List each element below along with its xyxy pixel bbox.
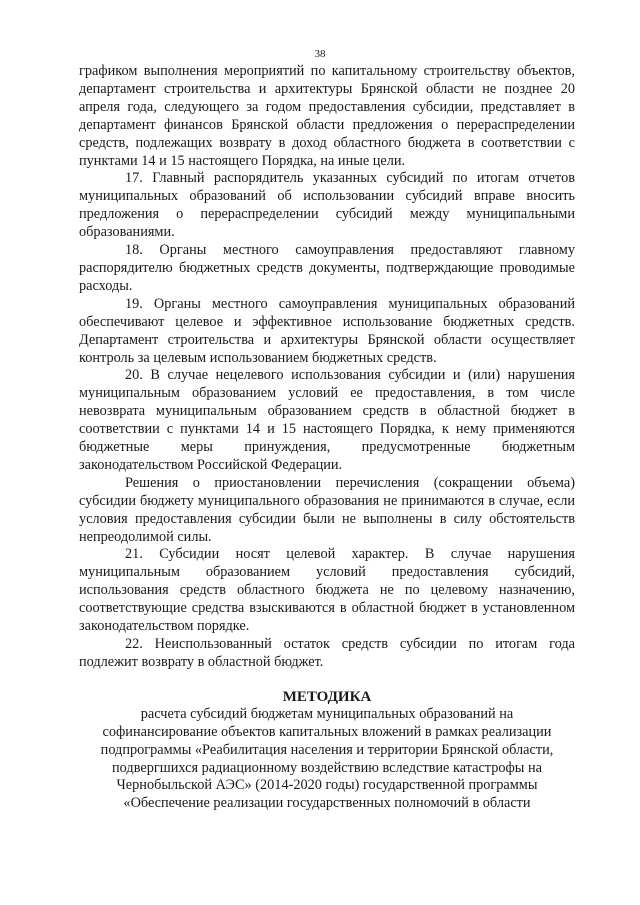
paragraph-19: 19. Органы местного самоуправления муниципальных образований обеспечивают целевое и эффективное использование бюджетных средств. Департамент строительства и архитектуры Брянской области осуществляет контроль за целевым использованием бюджетных средств. [79,295,575,366]
subheading-line: софинансирование объектов капитальных вложений в рамках реализации [102,723,552,740]
page-number: 38 [314,48,326,60]
paragraph-continuation: графиком выполнения мероприятий по капитальному строительству объектов, департамент строительства и архитектуры Брянской области не позднее 20 апреля года, следующего за годом предоставления субсидии, представляет в департамент финансов Брянской области предложения о перераспределении средств, подлежащих возврату в доход областного бюджета в соответствии с пунктами 14 и 15 настоящего Порядка, на иные цели. [79,63,575,169]
paragraph-20: 20. В случае нецелевого использования субсидии и (или) нарушения муниципальным образованием условий ее предоставления, в том числе невозврата муниципальным образованием средств в областной бюджет в соответствии с пунктами 14 и 15 настоящего Порядка, к нему применяются бюджетные меры принуждения, предусмотренные бюджетным законодательством Российской Федерации. [79,367,575,473]
subheading-line: Чернобыльской АЭС» (2014-2020 годы) государственной программы [116,777,538,794]
methodology-subheading [79,706,575,813]
paragraph-17: 17. Главный распорядитель указанных субсидий по итогам отчетов муниципальных образований об использовании субсидий вправе вносить предложения о перераспределении субсидий между муниципальными образованиями. [79,170,575,241]
subheading-line: «Обеспечение реализации государственных полномочий в области [123,795,531,812]
document-body [79,63,575,813]
paragraph-21: 21. Субсидии носят целевой характер. В случае нарушения муниципальным образованием условий предоставления субсидий, использования средств областного бюджета не по целевому назначению, соответствующие средства взыскиваются в областной бюджет в установленном законодательством порядке. [79,546,575,635]
subheading-line: подвергшихся радиационному воздействию вследствие катастрофы на [112,759,542,776]
methodology-heading: МЕТОДИКА [282,688,372,705]
paragraph-18: 18. Органы местного самоуправления предоставляют главному распорядителю бюджетных средств документы, подтверждающие проводимые расходы. [79,242,575,294]
subheading-line: расчета субсидий бюджетам муниципальных образований на [140,705,514,722]
subheading-line: подпрограммы «Реабилитация населения и территории Брянской области, [100,741,554,758]
paragraph-20-suspension: Решения о приостановлении перечисления (сокращении объема) субсидии бюджету муниципального образования не принимаются в случае, если условия предоставления субсидии были не выполнены в силу обстоятельств непреодолимой силы. [79,474,575,545]
paragraph-22: 22. Неиспользованный остаток средств субсидии по итогам года подлежит возврату в областной бюджет. [79,636,575,670]
